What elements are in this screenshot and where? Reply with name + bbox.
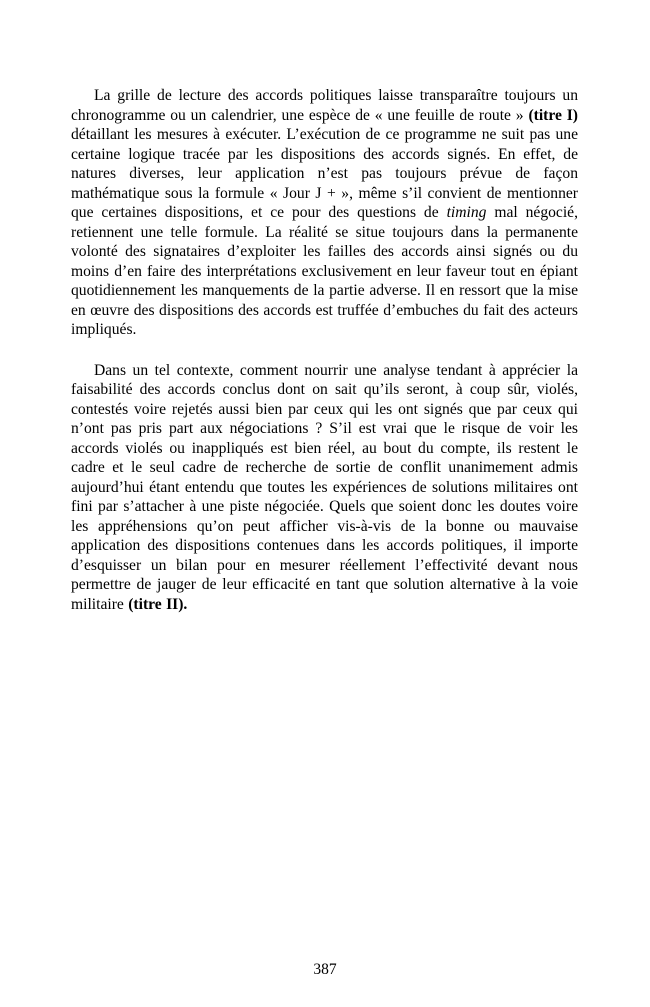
paragraph-1	[71, 86, 578, 340]
text-run: timing	[446, 204, 487, 221]
page-body-text	[71, 86, 578, 614]
text-run: (titre I)	[528, 106, 578, 124]
text-run: mal négocié, retiennent une telle formule. La réalité se situe toujours dans la permanente volonté des signataires d’exploiter les failles des accords ainsi signés ou du moins d’en faire des interprétations exclusivement en leur faveur tout en épiant quotidiennement les manquements de la partie adverse. Il en ressort que la mise en œuvre des dispositions des accords est truffée d’embuches du fait des acteurs impliqués.	[71, 204, 578, 338]
text-run: Dans un tel contexte, comment nourrir une analyse tendant à apprécier la faisabilité des accords conclus dont on sait qu’ils seront, à coup sûr, violés, contestés voire rejetés aussi bien par ceux qui les ont signés que par ceux qui n’ont pas pris part aux négociations ? S’il est vrai que le risque de voir les accords violés ou inappliqués est bien réel, au bout du compte, ils restent le cadre et le seul cadre de recherche de sortie de conflit unanimement admis aujourd’hui étant entendu que toutes les expériences de solutions militaires ont fini par s’attacher à une piste négociée. Quels que soient donc les doutes voire les appréhensions qu’on peut afficher vis-à-vis de la bonne ou mauvaise application des dispositions contenues dans les accords politiques, il importe d’esquisser un bilan pour en mesurer réellement l’effectivité devant nous permettre de jauger de leur efficacité en tant que solution alternative à la voie militaire	[71, 361, 578, 613]
page-number: 387	[313, 961, 337, 978]
text-run: (titre II).	[128, 595, 188, 613]
text-run: détaillant les mesures à exécuter. L’exécution de ce programme ne suit pas une certaine logique tracée par les dispositions des accords signés. En effet, de natures diverses, leur application n’est pas toujours prévue de façon mathématique sous la formule « Jour J + », même s’il convient de mentionner que certaines dispositions, et ce pour des questions de	[71, 126, 578, 221]
paragraph-2	[71, 361, 578, 615]
text-run: La grille de lecture des accords politiques laisse transparaître toujours un chronogramme ou un calendrier, une espèce de « une feuille de route »	[71, 87, 578, 124]
